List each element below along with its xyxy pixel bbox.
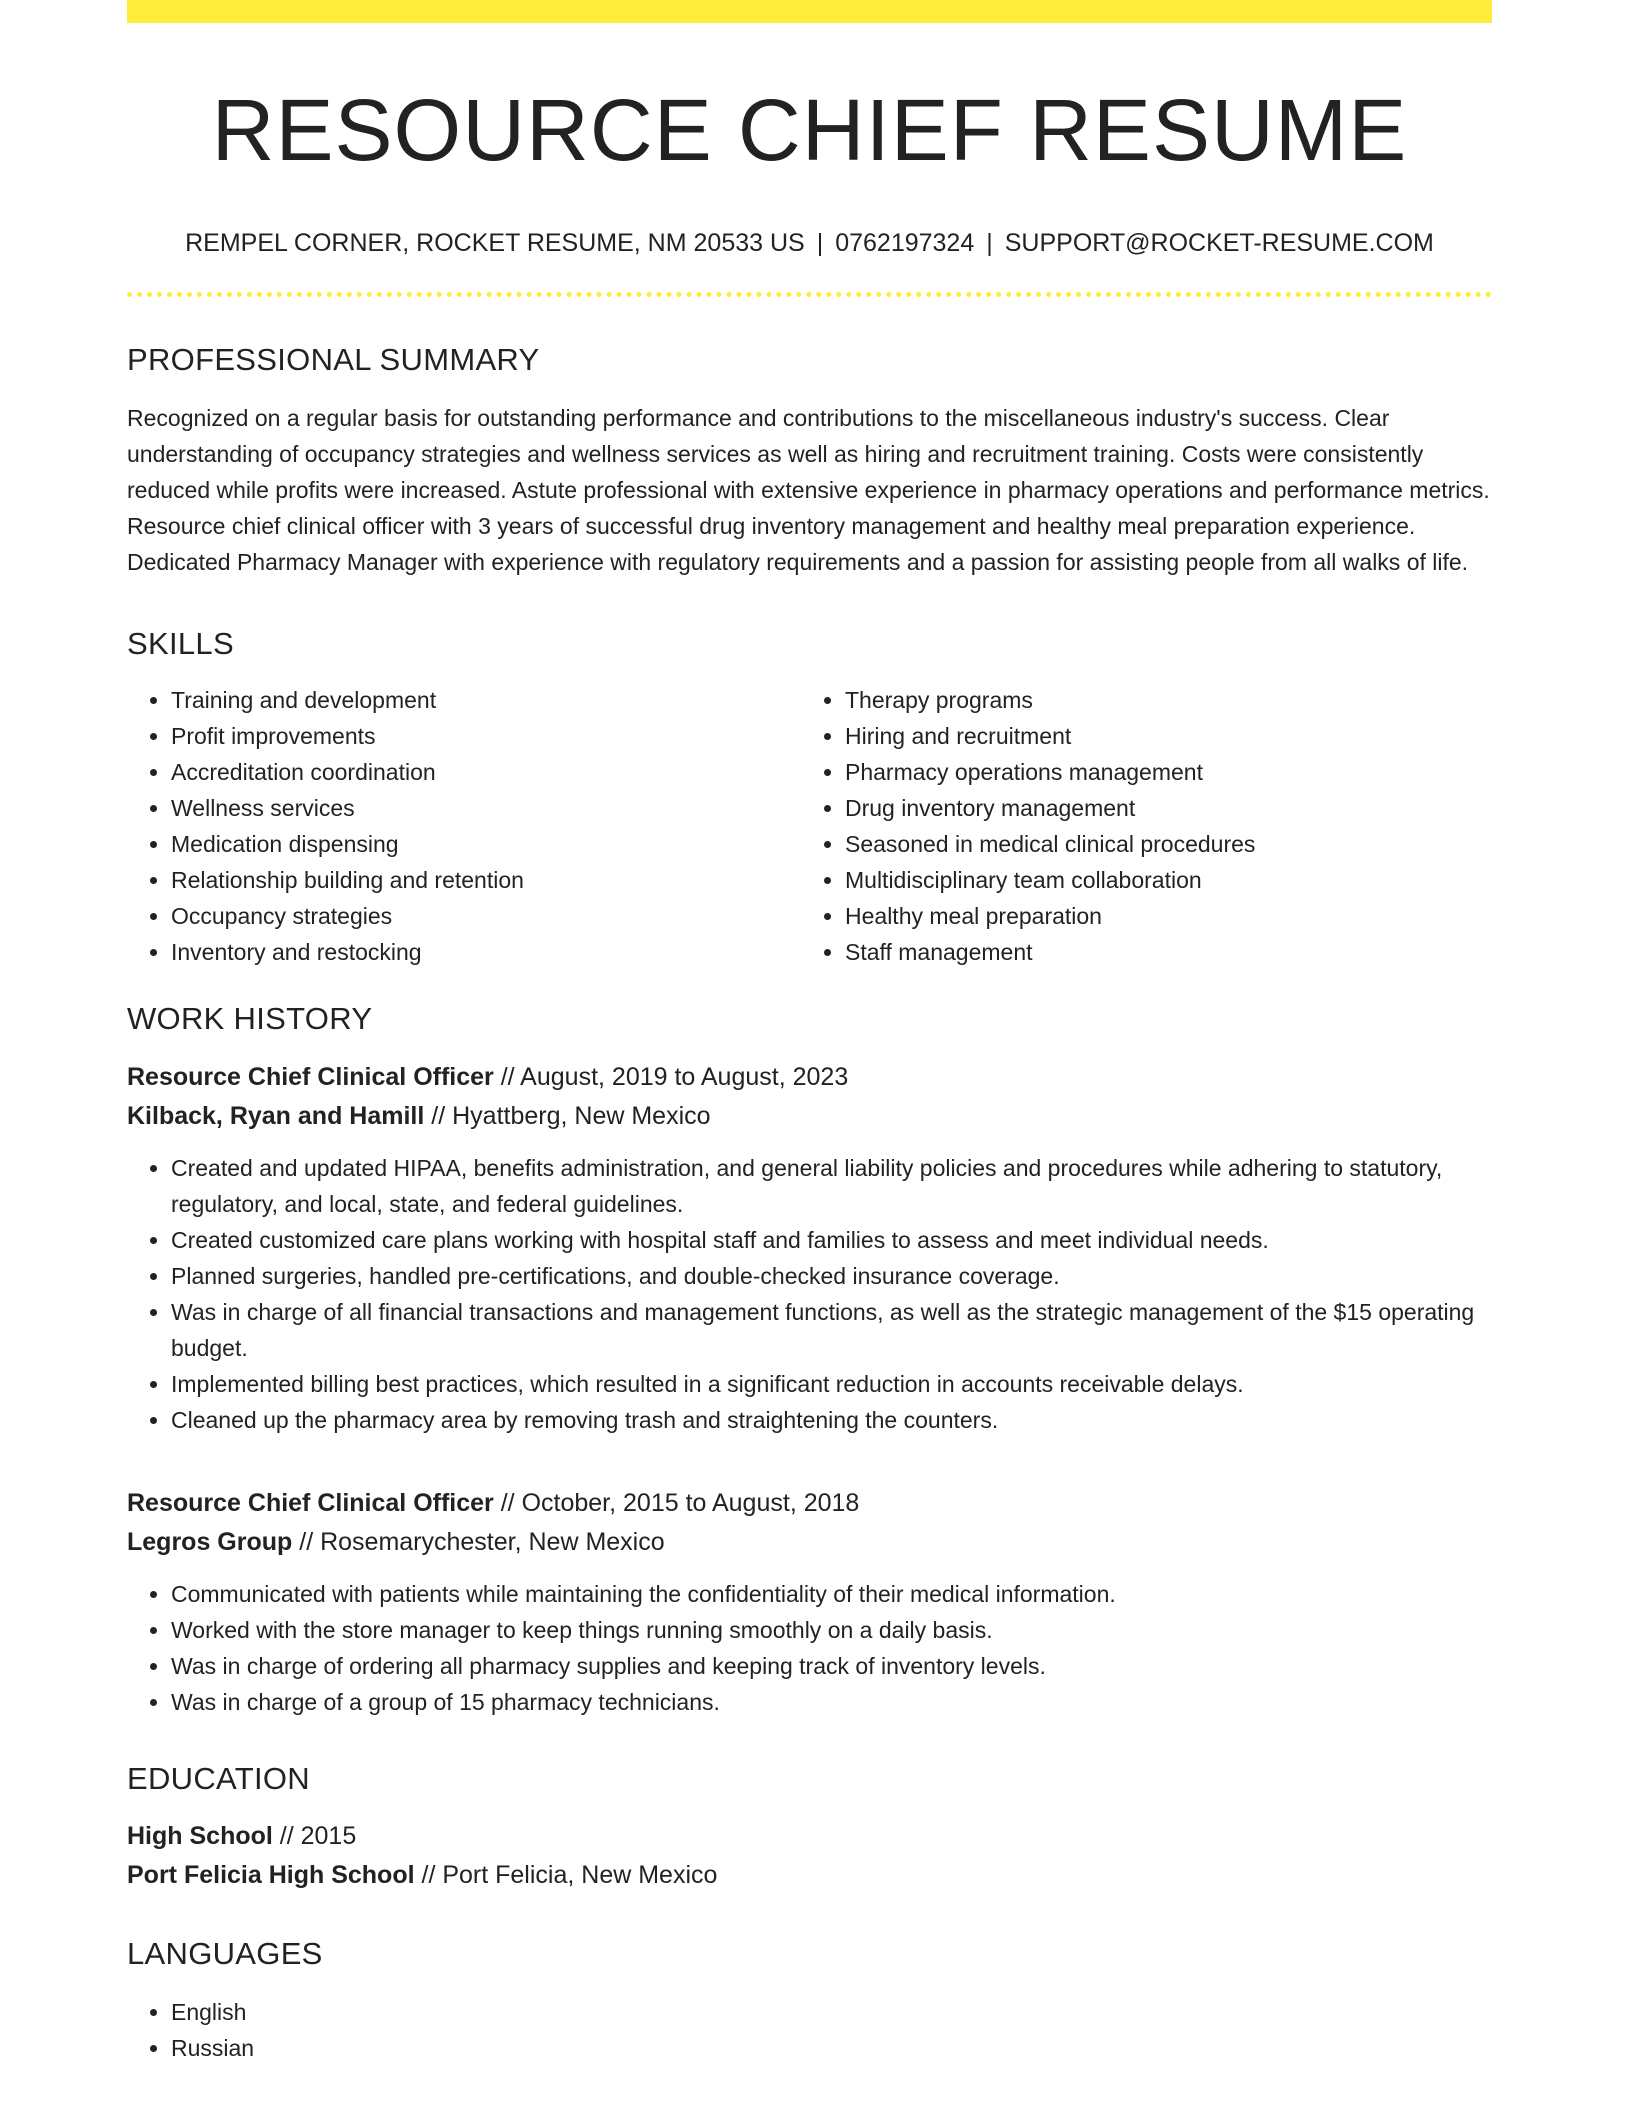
job-bullet: • Cleaned up the pharmacy area by removing trash and straightening the counters. <box>171 1402 1492 1438</box>
job-company-line <box>127 1523 1492 1562</box>
skill-item: • Staff management <box>845 934 1475 970</box>
skill-item: • Pharmacy operations management <box>845 754 1475 790</box>
skills-columns <box>127 682 1492 970</box>
job-dates: // August, 2019 to August, 2023 <box>493 1062 849 1091</box>
skill-item: • Relationship building and retention <box>171 862 801 898</box>
job-bullet: • Was in charge of a group of 15 pharmacy technicians. <box>171 1684 1492 1720</box>
resume-page <box>127 0 1492 2066</box>
skill-item: • Accreditation coordination <box>171 754 801 790</box>
education-year: // 2015 <box>272 1821 357 1850</box>
education-entry <box>127 1817 1492 1895</box>
skill-item: • Training and development <box>171 682 801 718</box>
skills-list-right <box>801 682 1475 970</box>
job-bullet: • Created and updated HIPAA, benefits administration, and general liability policies and procedures while adhering to statutory, regulatory, and local, state, and federal guidelines. <box>171 1150 1492 1222</box>
job-bullet: • Implemented billing best practices, which resulted in a significant reduction in accounts receivable delays. <box>171 1366 1492 1402</box>
job-entry <box>127 1484 1492 1720</box>
job-company: Kilback, Ryan and Hamill <box>127 1101 425 1130</box>
education-school-line <box>127 1856 1492 1895</box>
accent-top-bar <box>127 0 1492 23</box>
job-bullet: • Was in charge of all financial transactions and management functions, as well as the strategic management of the $15 operating budget. <box>171 1294 1492 1366</box>
job-bullet: • Communicated with patients while maintaining the confidentiality of their medical information. <box>171 1576 1492 1612</box>
job-bullets <box>127 1576 1492 1720</box>
job-company-line <box>127 1097 1492 1136</box>
job-dates: // October, 2015 to August, 2018 <box>493 1488 860 1517</box>
resume-title: RESOURCE CHIEF RESUME <box>211 82 1408 179</box>
language-item: • English <box>171 1994 1492 2030</box>
job-company: Legros Group <box>127 1527 293 1556</box>
work-history-heading: WORK HISTORY <box>127 1001 373 1037</box>
language-item: • Russian <box>171 2030 1492 2066</box>
job-bullet: • Was in charge of ordering all pharmacy supplies and keeping track of inventory levels. <box>171 1648 1492 1684</box>
contact-address: REMPEL CORNER, ROCKET RESUME, NM 20533 US <box>185 229 805 258</box>
education-location: // Port Felicia, New Mexico <box>414 1860 718 1889</box>
job-role-line <box>127 1058 1492 1097</box>
contact-separator: | <box>986 229 993 258</box>
skills-list-left <box>127 682 801 970</box>
job-bullet: • Planned surgeries, handled pre-certifications, and double-checked insurance coverage. <box>171 1258 1492 1294</box>
summary-text: Recognized on a regular basis for outstanding performance and contributions to the miscellaneous industry's success. Clear understanding of occupancy strategies and wellness services as well as hiring and recruitment training. Costs were consistently reduced while profits were increased. Astute professional with extensive experience in pharmacy operations and performance metrics. Resource chief clinical officer with 3 years of successful drug inventory management and healthy meal preparation experience. Dedicated Pharmacy Manager with experience with regulatory requirements and a passion for assisting people from all walks of life. <box>127 405 1490 576</box>
contact-email: SUPPORT@ROCKET-RESUME.COM <box>1004 229 1434 258</box>
job-entry <box>127 1058 1492 1438</box>
education-school: Port Felicia High School <box>127 1860 415 1889</box>
job-role-line <box>127 1484 1492 1523</box>
languages-heading: LANGUAGES <box>127 1935 323 1971</box>
skill-item: • Multidisciplinary team collaboration <box>845 862 1475 898</box>
job-location: // Hyattberg, New Mexico <box>424 1101 711 1130</box>
job-role: Resource Chief Clinical Officer <box>127 1488 494 1517</box>
skills-heading: SKILLS <box>127 626 234 662</box>
job-bullets <box>127 1150 1492 1438</box>
skill-item: • Hiring and recruitment <box>845 718 1475 754</box>
skill-item: • Profit improvements <box>171 718 801 754</box>
job-role: Resource Chief Clinical Officer <box>127 1062 494 1091</box>
languages-list <box>127 1994 1492 2066</box>
job-location: // Rosemarychester, New Mexico <box>292 1527 665 1556</box>
education-heading: EDUCATION <box>127 1760 310 1796</box>
job-bullet: • Created customized care plans working with hospital staff and families to assess and meet individual needs. <box>171 1222 1492 1258</box>
education-degree-line <box>127 1817 1492 1856</box>
skill-item: • Inventory and restocking <box>171 934 801 970</box>
contact-separator: | <box>816 229 824 258</box>
summary-heading: PROFESSIONAL SUMMARY <box>127 342 540 378</box>
skill-item: • Occupancy strategies <box>171 898 801 934</box>
contact-line <box>127 228 1492 258</box>
skill-item: • Seasoned in medical clinical procedures <box>845 826 1475 862</box>
skill-item: • Drug inventory management <box>845 790 1475 826</box>
education-degree: High School <box>127 1821 273 1850</box>
contact-phone: 0762197324 <box>835 229 975 258</box>
dotted-divider <box>127 292 1492 297</box>
skill-item: • Therapy programs <box>845 682 1475 718</box>
skill-item: • Medication dispensing <box>171 826 801 862</box>
skill-item: • Wellness services <box>171 790 801 826</box>
job-bullet: • Worked with the store manager to keep things running smoothly on a daily basis. <box>171 1612 1492 1648</box>
skill-item: • Healthy meal preparation <box>845 898 1475 934</box>
